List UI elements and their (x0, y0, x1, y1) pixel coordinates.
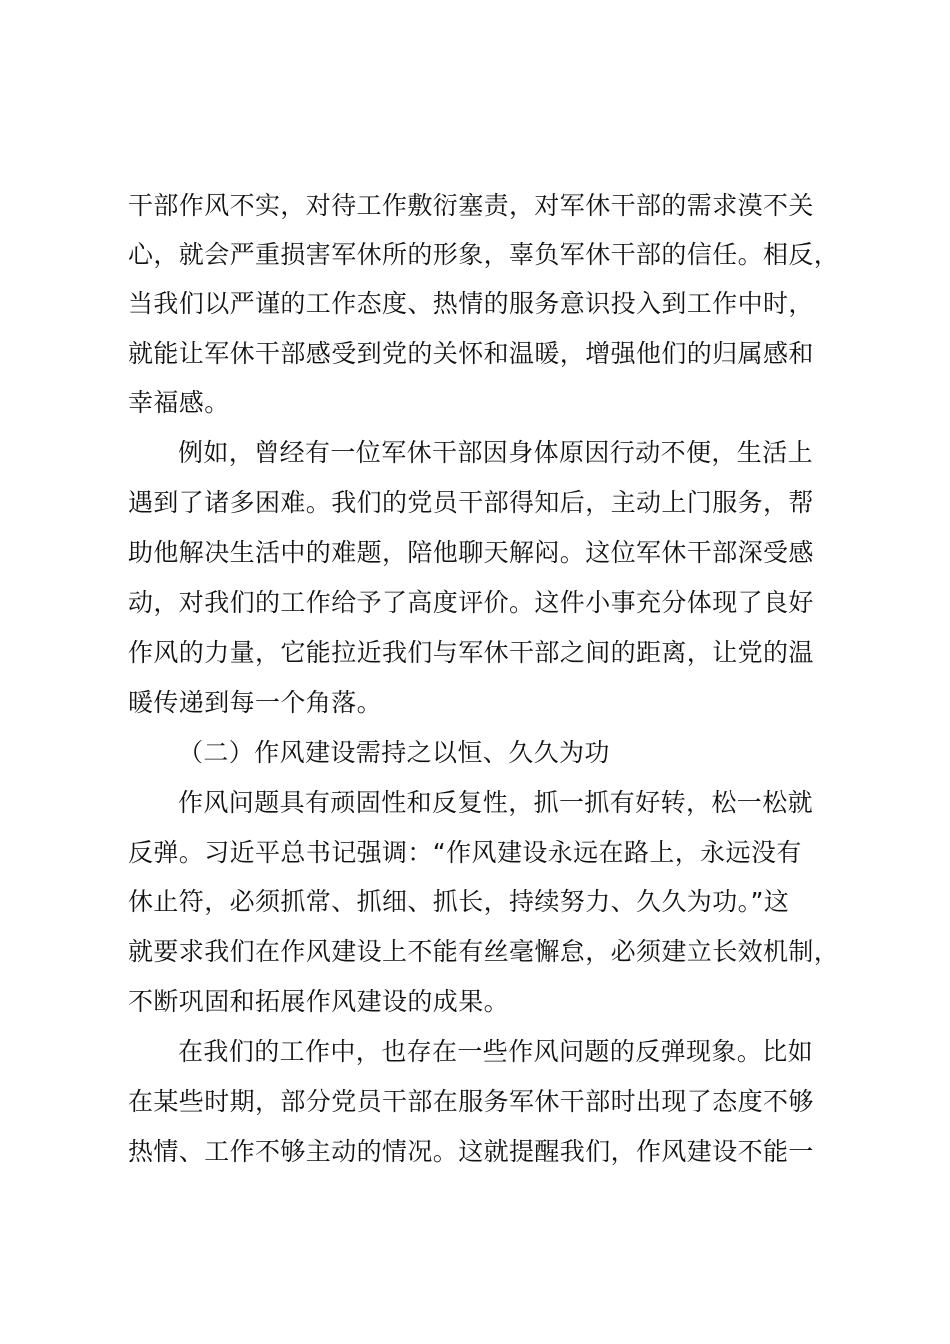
text-line: 干部作风不实，对待工作敷衍塞责，对军休干部的需求漠不关 (128, 191, 814, 220)
text-line: 心，就会严重损害军休所的形象，辜负军休干部的信任。相反， (128, 240, 840, 269)
text-line: 不断巩固和拓展作风建设的成果。 (128, 987, 510, 1016)
text-line: 作风问题具有顽固性和反复性，抓一抓有好转，松一松就 (178, 788, 814, 817)
text-line: 热情、工作不够主动的情况。这就提醒我们，作风建设不能一 (128, 1137, 814, 1166)
text-line: 休止符，必须抓常、抓细、抓长，持续努力、久久为功。”这 (128, 887, 790, 916)
text-line: 当我们以严谨的工作态度、热情的服务意识投入到工作中时， (128, 289, 814, 318)
text-line: 幸福感。 (128, 388, 230, 417)
text-line: 动，对我们的工作给予了高度评价。这件小事充分体现了良好 (128, 588, 814, 617)
text-line: 助他解决生活中的难题，陪他聊天解闷。这位军休干部深受感 (128, 538, 814, 567)
text-line: 遇到了诸多困难。我们的党员干部得知后，主动上门服务，帮 (128, 488, 814, 517)
text-line: 就要求我们在作风建设上不能有丝毫懈怠，必须建立长效机制， (128, 937, 840, 966)
section-heading: （二）作风建设需持之以恒、久久为功 (178, 738, 610, 767)
text-line: 就能让军休干部感受到党的关怀和温暖，增强他们的归属感和 (128, 339, 814, 368)
text-line: 作风的力量，它能拉近我们与军休干部之间的距离，让党的温 (128, 638, 814, 667)
text-line: 在某些时期，部分党员干部在服务军休干部时出现了态度不够 (128, 1087, 814, 1116)
text-line: 暖传递到每一个角落。 (128, 688, 383, 717)
text-line: 例如，曾经有一位军休干部因身体原因行动不便，生活上 (178, 438, 814, 467)
text-line: 在我们的工作中，也存在一些作风问题的反弹现象。比如 (178, 1037, 814, 1066)
text-line: 反弹。习近平总书记强调：“作风建设永远在路上，永远没有 (128, 838, 802, 867)
